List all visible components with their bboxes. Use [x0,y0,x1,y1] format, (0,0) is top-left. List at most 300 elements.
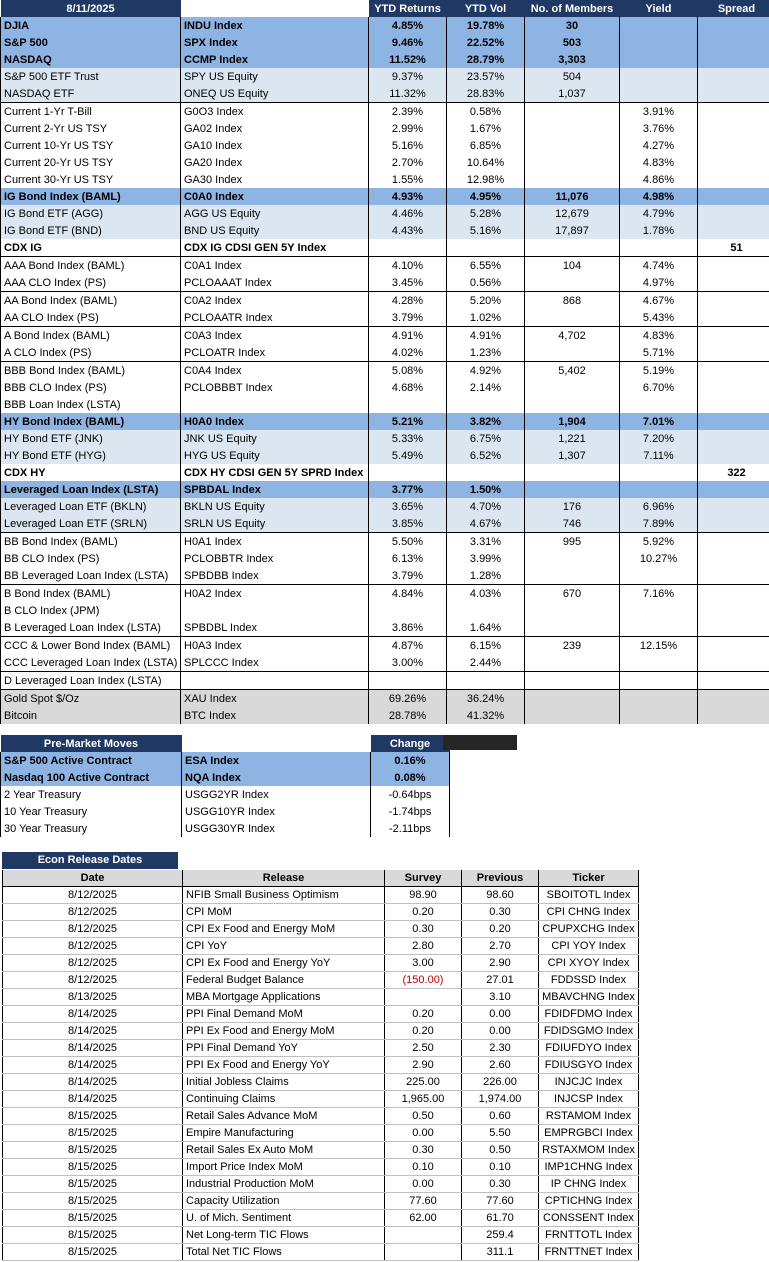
index-name-cell[interactable]: Bitcoin [1,707,181,724]
members-cell[interactable]: 746 [525,515,620,533]
yield-cell[interactable] [620,690,698,708]
members-cell[interactable]: 868 [525,292,620,310]
ytd-vol-cell[interactable]: 41.32% [447,707,525,724]
index-name-cell[interactable]: BB CLO Index (PS) [1,550,181,567]
econ-release-cell[interactable]: PPI Final Demand MoM [183,1006,385,1023]
ytd-return-cell[interactable]: 2.99% [369,120,447,137]
ticker-cell[interactable]: INDU Index [181,17,369,34]
spread-cell[interactable] [698,498,769,515]
premarket-header-blank[interactable] [182,735,371,752]
premarket-change-cell[interactable]: -0.64bps [371,786,450,803]
ytd-vol-cell[interactable]: 1.23% [447,344,525,362]
ticker-cell[interactable]: PCLOAAAT Index [181,274,369,292]
yield-cell[interactable]: 4.83% [620,327,698,345]
yield-cell[interactable]: 4.74% [620,257,698,275]
econ-date-cell[interactable]: 8/12/2025 [3,972,183,989]
members-cell[interactable]: 17,897 [525,222,620,239]
members-cell[interactable]: 504 [525,68,620,85]
ticker-cell[interactable]: PCLOAATR Index [181,309,369,327]
ytd-return-cell[interactable]: 5.49% [369,447,447,464]
econ-previous-cell[interactable]: 1,974.00 [462,1091,539,1108]
ticker-cell[interactable]: SPBDBL Index [181,619,369,637]
yield-cell[interactable]: 4.97% [620,274,698,292]
ytd-return-cell[interactable]: 3.65% [369,498,447,515]
members-cell[interactable]: 104 [525,257,620,275]
spread-cell[interactable] [698,120,769,137]
econ-release-cell[interactable]: NFIB Small Business Optimism [183,887,385,904]
ytd-return-cell[interactable] [369,602,447,619]
ytd-vol-cell[interactable]: 1.67% [447,120,525,137]
index-name-cell[interactable]: CCC Leveraged Loan Index (LSTA) [1,654,181,672]
econ-survey-cell[interactable]: 0.00 [385,1125,462,1142]
ytd-return-cell[interactable]: 4.28% [369,292,447,310]
index-name-cell[interactable]: Current 2-Yr US TSY [1,120,181,137]
index-name-cell[interactable]: BB Bond Index (BAML) [1,533,181,551]
yield-cell[interactable]: 3.76% [620,120,698,137]
econ-date-cell[interactable]: 8/14/2025 [3,1057,183,1074]
members-cell[interactable] [525,481,620,498]
ytd-return-cell[interactable]: 4.46% [369,205,447,222]
ytd-vol-cell[interactable] [447,396,525,413]
members-cell[interactable] [525,137,620,154]
members-cell[interactable]: 1,221 [525,430,620,447]
members-cell[interactable]: 3,303 [525,51,620,68]
index-name-cell[interactable]: IG Bond ETF (BND) [1,222,181,239]
econ-release-cell[interactable]: Continuing Claims [183,1091,385,1108]
index-name-cell[interactable]: Leveraged Loan ETF (BKLN) [1,498,181,515]
econ-previous-cell[interactable]: 27.01 [462,972,539,989]
ytd-vol-cell[interactable]: 10.64% [447,154,525,171]
econ-title[interactable]: Econ Release Dates [2,852,178,869]
premarket-name-cell[interactable]: Nasdaq 100 Active Contract [1,769,182,786]
premarket-change-cell[interactable]: 0.08% [371,769,450,786]
yield-cell[interactable] [620,602,698,619]
ticker-cell[interactable]: SRLN US Equity [181,515,369,533]
yield-cell[interactable]: 4.98% [620,188,698,205]
econ-ticker-cell[interactable]: CPI CHNG Index [539,904,639,921]
index-name-cell[interactable]: Leveraged Loan Index (LSTA) [1,481,181,498]
ytd-return-cell[interactable] [369,396,447,413]
econ-previous-cell[interactable]: 0.60 [462,1108,539,1125]
index-name-cell[interactable]: AAA Bond Index (BAML) [1,257,181,275]
econ-survey-cell[interactable]: 77.60 [385,1193,462,1210]
premarket-name-cell[interactable]: 30 Year Treasury [1,820,182,837]
econ-survey-cell[interactable]: 0.30 [385,1142,462,1159]
econ-survey-cell[interactable]: 98.90 [385,887,462,904]
econ-header-survey[interactable]: Survey [385,870,462,887]
members-cell[interactable] [525,464,620,481]
ytd-vol-cell[interactable]: 3.82% [447,413,525,430]
spread-cell[interactable] [698,550,769,567]
yield-cell[interactable] [620,85,698,103]
index-name-cell[interactable]: Gold Spot $/Oz [1,690,181,708]
spread-cell[interactable] [698,327,769,345]
ytd-return-cell[interactable] [369,239,447,257]
econ-previous-cell[interactable]: 0.00 [462,1023,539,1040]
econ-ticker-cell[interactable]: IP CHNG Index [539,1176,639,1193]
econ-release-cell[interactable]: CPI YoY [183,938,385,955]
econ-previous-cell[interactable]: 3.10 [462,989,539,1006]
spread-cell[interactable] [698,274,769,292]
ytd-return-cell[interactable]: 9.46% [369,34,447,51]
ytd-vol-cell[interactable]: 1.50% [447,481,525,498]
econ-date-cell[interactable]: 8/12/2025 [3,955,183,972]
members-cell[interactable] [525,567,620,585]
econ-survey-cell[interactable]: 0.10 [385,1159,462,1176]
ytd-return-cell[interactable]: 1.55% [369,171,447,188]
spread-cell[interactable] [698,430,769,447]
yield-cell[interactable]: 1.78% [620,222,698,239]
index-name-cell[interactable]: HY Bond ETF (HYG) [1,447,181,464]
index-name-cell[interactable]: Current 30-Yr US TSY [1,171,181,188]
index-name-cell[interactable]: Leveraged Loan ETF (SRLN) [1,515,181,533]
ytd-return-cell[interactable]: 4.68% [369,379,447,396]
ytd-vol-cell[interactable]: 4.67% [447,515,525,533]
ytd-vol-cell[interactable]: 6.75% [447,430,525,447]
ytd-vol-cell[interactable]: 3.31% [447,533,525,551]
econ-previous-cell[interactable]: 98.60 [462,887,539,904]
ytd-vol-cell[interactable]: 1.02% [447,309,525,327]
spread-cell[interactable] [698,85,769,103]
premarket-ticker-cell[interactable]: USGG10YR Index [182,803,371,820]
premarket-ticker-cell[interactable]: NQA Index [182,769,371,786]
ytd-return-cell[interactable]: 11.32% [369,85,447,103]
econ-header-release[interactable]: Release [183,870,385,887]
spread-cell[interactable] [698,171,769,188]
econ-release-cell[interactable]: MBA Mortgage Applications [183,989,385,1006]
ytd-return-cell[interactable]: 4.93% [369,188,447,205]
ytd-vol-cell[interactable]: 28.79% [447,51,525,68]
ytd-vol-cell[interactable]: 36.24% [447,690,525,708]
econ-previous-cell[interactable]: 2.60 [462,1057,539,1074]
ytd-return-cell[interactable]: 3.79% [369,567,447,585]
econ-ticker-cell[interactable]: FDIUSGYO Index [539,1057,639,1074]
econ-survey-cell[interactable]: 2.90 [385,1057,462,1074]
econ-date-cell[interactable]: 8/12/2025 [3,887,183,904]
header-ytd-vol[interactable]: YTD Vol [447,0,525,17]
spread-cell[interactable] [698,309,769,327]
econ-survey-cell[interactable]: 0.00 [385,1176,462,1193]
econ-previous-cell[interactable]: 2.90 [462,955,539,972]
ticker-cell[interactable]: BND US Equity [181,222,369,239]
econ-survey-cell[interactable]: 0.20 [385,1006,462,1023]
premarket-change-cell[interactable]: -1.74bps [371,803,450,820]
header-spread[interactable]: Spread [698,0,769,17]
econ-release-cell[interactable]: Federal Budget Balance [183,972,385,989]
econ-release-cell[interactable]: CPI MoM [183,904,385,921]
ticker-cell[interactable]: C0A4 Index [181,362,369,380]
econ-survey-cell[interactable] [385,1244,462,1261]
ytd-return-cell[interactable]: 4.91% [369,327,447,345]
spread-cell[interactable] [698,379,769,396]
ytd-vol-cell[interactable] [447,672,525,690]
ytd-vol-cell[interactable]: 5.16% [447,222,525,239]
members-cell[interactable]: 239 [525,637,620,655]
spread-cell[interactable] [698,51,769,68]
index-name-cell[interactable]: NASDAQ [1,51,181,68]
ticker-cell[interactable]: C0A2 Index [181,292,369,310]
index-name-cell[interactable]: B CLO Index (JPM) [1,602,181,619]
premarket-name-cell[interactable]: 10 Year Treasury [1,803,182,820]
premarket-ticker-cell[interactable]: USGG2YR Index [182,786,371,803]
yield-cell[interactable]: 7.11% [620,447,698,464]
ticker-cell[interactable]: GA20 Index [181,154,369,171]
yield-cell[interactable] [620,464,698,481]
yield-cell[interactable]: 6.70% [620,379,698,396]
members-cell[interactable]: 5,402 [525,362,620,380]
members-cell[interactable] [525,120,620,137]
index-name-cell[interactable]: S&P 500 [1,34,181,51]
spread-cell[interactable]: 322 [698,464,769,481]
econ-ticker-cell[interactable]: FDIDFDMO Index [539,1006,639,1023]
econ-date-cell[interactable]: 8/12/2025 [3,904,183,921]
ytd-vol-cell[interactable] [447,239,525,257]
econ-release-cell[interactable]: CPI Ex Food and Energy MoM [183,921,385,938]
econ-survey-cell[interactable]: 0.30 [385,921,462,938]
spread-cell[interactable] [698,637,769,655]
econ-date-cell[interactable]: 8/13/2025 [3,989,183,1006]
econ-release-cell[interactable]: Retail Sales Advance MoM [183,1108,385,1125]
ytd-return-cell[interactable]: 3.85% [369,515,447,533]
econ-ticker-cell[interactable]: FDIDSGMO Index [539,1023,639,1040]
ticker-cell[interactable]: JNK US Equity [181,430,369,447]
yield-cell[interactable]: 12.15% [620,637,698,655]
index-name-cell[interactable]: CCC & Lower Bond Index (BAML) [1,637,181,655]
ticker-cell[interactable]: C0A3 Index [181,327,369,345]
index-name-cell[interactable]: D Leveraged Loan Index (LSTA) [1,672,181,690]
ytd-vol-cell[interactable]: 2.44% [447,654,525,672]
ytd-return-cell[interactable]: 3.45% [369,274,447,292]
econ-previous-cell[interactable]: 0.30 [462,1176,539,1193]
ytd-vol-cell[interactable]: 3.99% [447,550,525,567]
index-name-cell[interactable]: BBB CLO Index (PS) [1,379,181,396]
econ-date-cell[interactable]: 8/15/2025 [3,1210,183,1227]
econ-header-previous[interactable]: Previous [462,870,539,887]
econ-header-ticker[interactable]: Ticker [539,870,639,887]
ytd-return-cell[interactable]: 5.50% [369,533,447,551]
index-name-cell[interactable]: AAA CLO Index (PS) [1,274,181,292]
ytd-vol-cell[interactable]: 2.14% [447,379,525,396]
ytd-vol-cell[interactable]: 22.52% [447,34,525,51]
spread-cell[interactable] [698,17,769,34]
ytd-return-cell[interactable]: 5.33% [369,430,447,447]
econ-previous-cell[interactable]: 0.30 [462,904,539,921]
econ-ticker-cell[interactable]: CONSSENT Index [539,1210,639,1227]
econ-ticker-cell[interactable]: CPTICHNG Index [539,1193,639,1210]
premarket-name-cell[interactable]: 2 Year Treasury [1,786,182,803]
ytd-vol-cell[interactable]: 4.03% [447,585,525,603]
ytd-return-cell[interactable]: 4.84% [369,585,447,603]
spread-cell[interactable] [698,515,769,533]
header-members[interactable]: No. of Members [525,0,620,17]
yield-cell[interactable] [620,654,698,672]
ticker-cell[interactable]: HYG US Equity [181,447,369,464]
econ-release-cell[interactable]: Industrial Production MoM [183,1176,385,1193]
spread-cell[interactable] [698,707,769,724]
premarket-title[interactable]: Pre-Market Moves [1,735,182,752]
econ-ticker-cell[interactable]: FRNTTNET Index [539,1244,639,1261]
econ-previous-cell[interactable]: 5.50 [462,1125,539,1142]
econ-release-cell[interactable]: U. of Mich. Sentiment [183,1210,385,1227]
ytd-return-cell[interactable]: 5.16% [369,137,447,154]
spread-cell[interactable] [698,205,769,222]
econ-date-cell[interactable]: 8/14/2025 [3,1040,183,1057]
ticker-cell[interactable]: SPLCCC Index [181,654,369,672]
yield-cell[interactable] [620,239,698,257]
econ-ticker-cell[interactable]: FDIUFDYO Index [539,1040,639,1057]
econ-date-cell[interactable]: 8/15/2025 [3,1176,183,1193]
members-cell[interactable] [525,707,620,724]
ticker-cell[interactable]: PCLOBBBT Index [181,379,369,396]
ytd-return-cell[interactable] [369,464,447,481]
yield-cell[interactable] [620,481,698,498]
members-cell[interactable] [525,379,620,396]
members-cell[interactable] [525,672,620,690]
ticker-cell[interactable]: H0A1 Index [181,533,369,551]
econ-ticker-cell[interactable]: MBAVCHNG Index [539,989,639,1006]
ytd-vol-cell[interactable]: 5.28% [447,205,525,222]
ticker-cell[interactable]: ONEQ US Equity [181,85,369,103]
ticker-cell[interactable]: H0A2 Index [181,585,369,603]
premarket-change-header[interactable]: Change [371,735,450,752]
ytd-return-cell[interactable]: 3.00% [369,654,447,672]
members-cell[interactable]: 1,307 [525,447,620,464]
spread-cell[interactable] [698,154,769,171]
yield-cell[interactable] [620,567,698,585]
index-name-cell[interactable]: B Bond Index (BAML) [1,585,181,603]
index-name-cell[interactable]: Current 1-Yr T-Bill [1,103,181,121]
premarket-ticker-cell[interactable]: USGG30YR Index [182,820,371,837]
econ-ticker-cell[interactable]: RSTAMOM Index [539,1108,639,1125]
spread-cell[interactable] [698,103,769,121]
ytd-vol-cell[interactable]: 19.78% [447,17,525,34]
members-cell[interactable] [525,171,620,188]
econ-release-cell[interactable]: Import Price Index MoM [183,1159,385,1176]
members-cell[interactable] [525,550,620,567]
yield-cell[interactable]: 5.19% [620,362,698,380]
ytd-return-cell[interactable]: 3.79% [369,309,447,327]
header-ticker-blank[interactable] [181,0,369,17]
econ-date-cell[interactable]: 8/15/2025 [3,1159,183,1176]
spread-cell[interactable] [698,413,769,430]
header-yield[interactable]: Yield [620,0,698,17]
ytd-vol-cell[interactable]: 6.85% [447,137,525,154]
ticker-cell[interactable]: GA02 Index [181,120,369,137]
econ-ticker-cell[interactable]: CPUPXCHG Index [539,921,639,938]
econ-ticker-cell[interactable]: INJCJC Index [539,1074,639,1091]
members-cell[interactable]: 30 [525,17,620,34]
yield-cell[interactable]: 4.67% [620,292,698,310]
ytd-vol-cell[interactable]: 0.58% [447,103,525,121]
members-cell[interactable] [525,344,620,362]
ytd-vol-cell[interactable] [447,602,525,619]
ytd-return-cell[interactable]: 9.37% [369,68,447,85]
index-name-cell[interactable]: BB Leveraged Loan Index (LSTA) [1,567,181,585]
index-name-cell[interactable]: IG Bond ETF (AGG) [1,205,181,222]
ytd-return-cell[interactable]: 4.02% [369,344,447,362]
yield-cell[interactable]: 4.27% [620,137,698,154]
premarket-change-cell[interactable]: 0.16% [371,752,450,769]
premarket-ticker-cell[interactable]: ESA Index [182,752,371,769]
spread-cell[interactable] [698,137,769,154]
spread-cell[interactable] [698,292,769,310]
ytd-return-cell[interactable]: 3.86% [369,619,447,637]
ytd-return-cell[interactable]: 4.43% [369,222,447,239]
ytd-return-cell[interactable]: 5.08% [369,362,447,380]
ytd-return-cell[interactable]: 28.78% [369,707,447,724]
members-cell[interactable] [525,602,620,619]
ticker-cell[interactable]: BTC Index [181,707,369,724]
ticker-cell[interactable] [181,672,369,690]
members-cell[interactable]: 4,702 [525,327,620,345]
members-cell[interactable] [525,154,620,171]
econ-ticker-cell[interactable]: IMP1CHNG Index [539,1159,639,1176]
ticker-cell[interactable]: C0A0 Index [181,188,369,205]
ticker-cell[interactable]: C0A1 Index [181,257,369,275]
premarket-change-cell[interactable]: -2.11bps [371,820,450,837]
ticker-cell[interactable]: CDX HY CDSI GEN 5Y SPRD Index [181,464,369,481]
econ-date-cell[interactable]: 8/14/2025 [3,1006,183,1023]
ytd-return-cell[interactable]: 69.26% [369,690,447,708]
ticker-cell[interactable]: SPBDBB Index [181,567,369,585]
ytd-vol-cell[interactable]: 6.52% [447,447,525,464]
ytd-return-cell[interactable]: 2.70% [369,154,447,171]
ytd-return-cell[interactable]: 11.52% [369,51,447,68]
members-cell[interactable] [525,619,620,637]
ytd-vol-cell[interactable]: 4.95% [447,188,525,205]
ticker-cell[interactable]: CDX IG CDSI GEN 5Y Index [181,239,369,257]
spread-cell[interactable] [698,567,769,585]
ytd-return-cell[interactable]: 4.85% [369,17,447,34]
econ-release-cell[interactable]: PPI Ex Food and Energy MoM [183,1023,385,1040]
econ-ticker-cell[interactable]: CPI XYOY Index [539,955,639,972]
spread-cell[interactable] [698,533,769,551]
ytd-vol-cell[interactable]: 1.28% [447,567,525,585]
econ-survey-cell[interactable] [385,1227,462,1244]
econ-date-cell[interactable]: 8/15/2025 [3,1125,183,1142]
econ-survey-cell[interactable]: 0.50 [385,1108,462,1125]
econ-date-cell[interactable]: 8/15/2025 [3,1244,183,1261]
econ-previous-cell[interactable]: 61.70 [462,1210,539,1227]
econ-survey-cell[interactable]: 1,965.00 [385,1091,462,1108]
econ-release-cell[interactable]: Capacity Utilization [183,1193,385,1210]
members-cell[interactable] [525,103,620,121]
econ-previous-cell[interactable]: 0.20 [462,921,539,938]
index-name-cell[interactable]: A Bond Index (BAML) [1,327,181,345]
ytd-vol-cell[interactable]: 4.91% [447,327,525,345]
yield-cell[interactable] [620,34,698,51]
spread-cell[interactable] [698,585,769,603]
econ-date-cell[interactable]: 8/14/2025 [3,1091,183,1108]
yield-cell[interactable] [620,51,698,68]
econ-date-cell[interactable]: 8/12/2025 [3,938,183,955]
index-name-cell[interactable]: BBB Loan Index (LSTA) [1,396,181,413]
ticker-cell[interactable]: GA30 Index [181,171,369,188]
spread-cell[interactable] [698,690,769,708]
ytd-vol-cell[interactable] [447,464,525,481]
econ-previous-cell[interactable]: 0.50 [462,1142,539,1159]
spread-cell[interactable] [698,344,769,362]
members-cell[interactable] [525,690,620,708]
econ-release-cell[interactable]: Total Net TIC Flows [183,1244,385,1261]
members-cell[interactable]: 12,679 [525,205,620,222]
econ-survey-cell[interactable]: (150.00) [385,972,462,989]
ytd-vol-cell[interactable]: 5.20% [447,292,525,310]
econ-previous-cell[interactable]: 226.00 [462,1074,539,1091]
members-cell[interactable] [525,239,620,257]
ytd-vol-cell[interactable]: 4.70% [447,498,525,515]
index-name-cell[interactable]: Current 10-Yr US TSY [1,137,181,154]
